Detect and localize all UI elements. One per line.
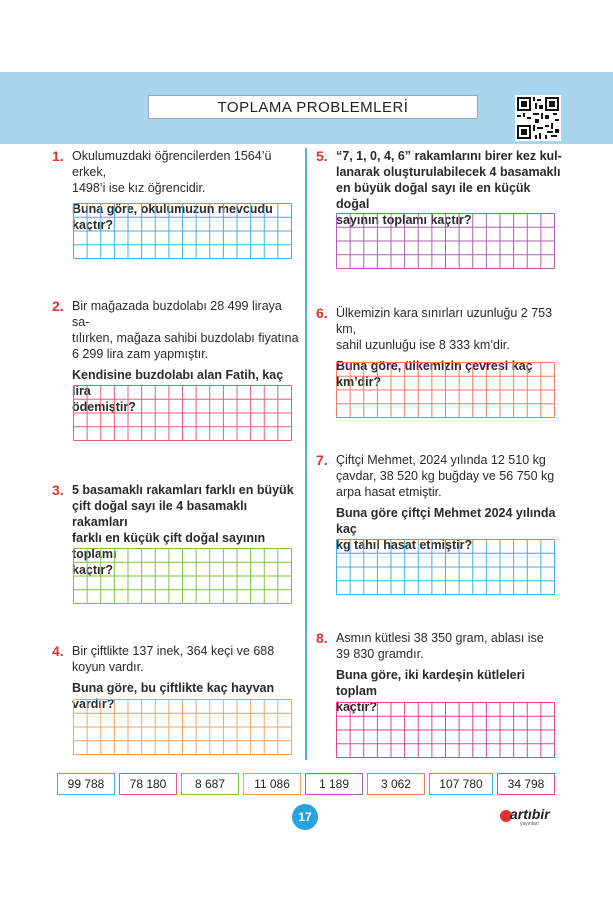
problem-question: Buna göre, iki kardeşin kütleleri toplam bbox=[336, 668, 525, 698]
problem-text-line: Bir çiftlikte 137 inek, 364 keçi ve 688 bbox=[72, 644, 275, 658]
problem-text-line: Çiftçi Mehmet, 2024 yılında 12 510 kg bbox=[336, 453, 546, 467]
problem-text-line: 6 299 lira zam yapmıştır. bbox=[72, 347, 209, 361]
answer-grid-7[interactable] bbox=[336, 539, 555, 595]
answer-grid-1[interactable] bbox=[73, 203, 292, 259]
page-number: 17 bbox=[292, 804, 318, 830]
problem-number: 4. bbox=[52, 643, 64, 659]
column-divider bbox=[305, 148, 307, 760]
answer-grid-3[interactable] bbox=[73, 548, 292, 604]
problem-text-line: Bir mağazada buzdolabı 28 499 liraya sa- bbox=[72, 299, 282, 329]
problem-question: ödemiştir? bbox=[72, 400, 136, 414]
problem-text-line: arpa hasat etmiştir. bbox=[336, 485, 442, 499]
problem-number: 6. bbox=[316, 305, 328, 321]
answer-grid-8[interactable] bbox=[336, 702, 555, 758]
problem-question: kaçtır? bbox=[336, 700, 377, 714]
problem-question: kaçtır? bbox=[72, 563, 113, 577]
answer-box: 11 086 bbox=[243, 773, 301, 795]
problem-number: 7. bbox=[316, 452, 328, 468]
answer-box: 34 798 bbox=[497, 773, 555, 795]
problem-question: Buna göre çiftçi Mehmet 2024 yılında kaç bbox=[336, 506, 556, 536]
problem-text-line: çavdar, 38 520 kg buğday ve 56 750 kg bbox=[336, 469, 555, 483]
problem-text-line: Okulumuzdaki öğrencilerden 1564’ü erkek, bbox=[72, 149, 272, 179]
problem-number: 2. bbox=[52, 298, 64, 314]
problem-text-line: Asmın kütlesi 38 350 gram, ablası ise bbox=[336, 631, 544, 645]
answer-box: 78 180 bbox=[119, 773, 177, 795]
problem-question: farklı en küçük çift doğal sayının toplamı bbox=[72, 531, 266, 561]
answer-grid-4[interactable] bbox=[73, 699, 292, 755]
problem-text-line: koyun vardır. bbox=[72, 660, 144, 674]
problem-number: 8. bbox=[316, 630, 328, 646]
publisher-logo: artıbir bbox=[510, 806, 550, 822]
problem-question: Buna göre, okulumuzun mevcudu kaçtır? bbox=[72, 202, 273, 232]
answer-box: 8 687 bbox=[181, 773, 239, 795]
answer-box: 99 788 bbox=[57, 773, 115, 795]
problem-number: 1. bbox=[52, 148, 64, 164]
problem-question: lanarak oluşturulabilecek 4 basamaklı bbox=[336, 165, 561, 179]
problem-question: Buna göre, bu çiftlikte kaç hayvan vardır? bbox=[72, 681, 275, 711]
answer-box: 3 062 bbox=[367, 773, 425, 795]
problem-text-line: 39 830 gramdır. bbox=[336, 647, 424, 661]
qr-code bbox=[515, 95, 561, 141]
problem-question: Buna göre, ülkemizin çevresi kaç km’dir? bbox=[336, 359, 533, 389]
problem-question: en büyük doğal sayı ile en küçük doğal bbox=[336, 181, 531, 211]
answer-grid-2[interactable] bbox=[73, 385, 292, 441]
problem-7 bbox=[316, 452, 564, 553]
problem-text-line: Ülkemizin kara sınırları uzunluğu 2 753 km, bbox=[336, 306, 553, 336]
page-title: TOPLAMA PROBLEMLERİ bbox=[148, 95, 478, 119]
problem-question: Kendisine buzdolabı alan Fatih, kaç lira bbox=[72, 368, 284, 398]
problem-number: 3. bbox=[52, 482, 64, 498]
problem-text-line: tılırken, mağaza sahibi buzdolabı fiyatına bbox=[72, 331, 299, 345]
answer-grid-5[interactable] bbox=[336, 213, 555, 269]
answer-grid-6[interactable] bbox=[336, 362, 555, 418]
problem-question: sayının toplamı kaçtır? bbox=[336, 213, 472, 227]
problem-text-line: 1498’i ise kız öğrencidir. bbox=[72, 181, 206, 195]
problem-question: çift doğal sayı ile 4 basamaklı rakamları bbox=[72, 499, 248, 529]
problem-number: 5. bbox=[316, 148, 328, 164]
problem-question: “7, 1, 0, 4, 6” rakamlarını birer kez kul- bbox=[336, 149, 562, 163]
problem-question: kg tahıl hasat etmiştir? bbox=[336, 538, 473, 552]
publisher-sub: yayınları bbox=[520, 821, 539, 827]
answer-box: 1 189 bbox=[305, 773, 363, 795]
answer-box: 107 780 bbox=[429, 773, 493, 795]
problem-text-line: sahil uzunluğu ise 8 333 km’dir. bbox=[336, 338, 510, 352]
problem-question: 5 basamaklı rakamları farklı en büyük bbox=[72, 483, 294, 497]
